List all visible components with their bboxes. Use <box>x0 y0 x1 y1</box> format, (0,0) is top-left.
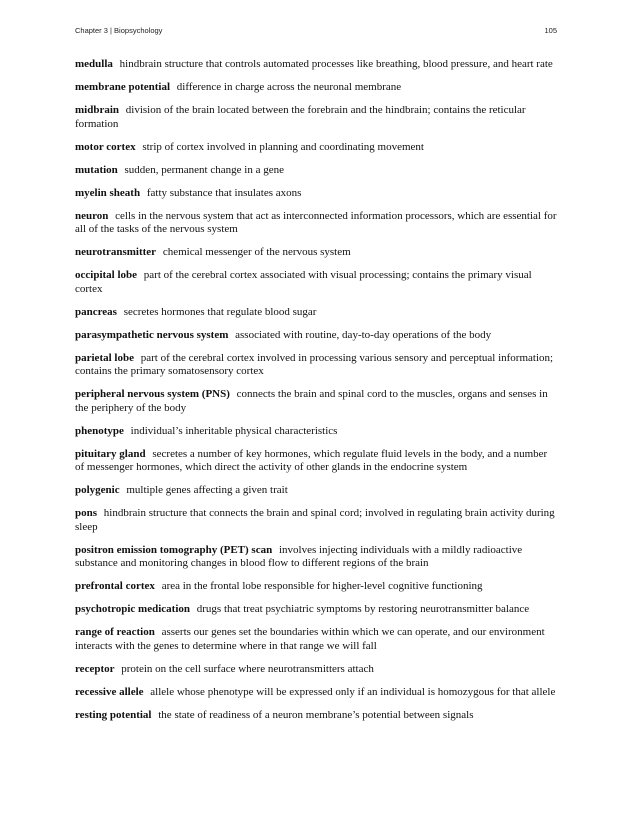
glossary-definition: secretes hormones that regulate blood sugar <box>123 305 317 318</box>
glossary-entry <box>75 58 557 72</box>
glossary-term: neuron <box>75 209 109 222</box>
glossary-term: membrane potential <box>75 81 171 93</box>
glossary-entry <box>75 580 557 594</box>
glossary-definition: area in the frontal lobe responsible for higher-level cognitive functioning <box>161 580 483 592</box>
glossary-definition: hindbrain structure that connects the brain and spinal cord; involved in regulating brain activity during sleep <box>75 507 555 533</box>
glossary-definition: multiple genes affecting a given trait <box>126 484 288 496</box>
glossary-entry <box>75 448 557 475</box>
glossary-term: occipital lobe <box>75 269 138 281</box>
glossary-definition: secretes a number of key hormones, which regulate fluid levels in the body, and a number of messenger hormones, which direct the activity of other glands in the endocrine system <box>75 447 548 473</box>
glossary-definition: drugs that treat psychiatric symptoms by restoring neurotransmitter balance <box>196 603 530 615</box>
glossary-term: range of reaction <box>75 626 155 638</box>
glossary-entry <box>75 626 557 653</box>
glossary-term: recessive allele <box>75 685 144 698</box>
glossary-term: pancreas <box>75 305 117 318</box>
glossary-entry <box>75 507 557 534</box>
glossary-entry <box>75 104 557 131</box>
glossary-term: peripheral nervous system (PNS) <box>75 388 230 400</box>
glossary-entry <box>75 246 557 260</box>
chapter-title: Chapter 3 | Biopsychology <box>75 26 163 35</box>
glossary-entry <box>75 210 557 237</box>
glossary-entry <box>75 81 557 95</box>
glossary-definition: protein on the cell surface where neurotransmitters attach <box>121 662 374 675</box>
glossary-term: phenotype <box>75 424 124 437</box>
glossary-definition: part of the cerebral cortex involved in processing various sensory and perceptual information; contains the primary somatosensory cortex <box>75 351 554 377</box>
glossary-definition: associated with routine, day-to-day operations of the body <box>235 328 492 341</box>
glossary-definition: connects the brain and spinal cord to the muscles, organs and senses in the periphery of the body <box>75 388 548 414</box>
glossary-entry <box>75 484 557 498</box>
glossary-entry <box>75 329 557 343</box>
glossary-definition: allele whose phenotype will be expressed only if an individual is homozygous for that allele <box>150 685 556 698</box>
glossary-definition: individual’s inheritable physical characteristics <box>130 424 338 437</box>
glossary-entry <box>75 141 557 155</box>
glossary-definition: division of the brain located between the forebrain and the hindbrain; contains the reticular formation <box>75 104 526 130</box>
glossary-entry <box>75 709 557 723</box>
glossary-entry <box>75 663 557 677</box>
glossary-term: polygenic <box>75 484 120 496</box>
glossary-definition: chemical messenger of the nervous system <box>162 246 351 258</box>
glossary-term: positron emission tomography (PET) scan <box>75 543 273 556</box>
glossary-term: pons <box>75 507 98 519</box>
glossary-term: myelin sheath <box>75 186 141 199</box>
glossary-term: prefrontal cortex <box>75 580 155 592</box>
glossary-entry <box>75 425 557 439</box>
glossary-definition: hindbrain structure that controls automated processes like breathing, blood pressure, and heart rate <box>119 58 553 70</box>
glossary-definition: cells in the nervous system that act as interconnected information processors, which are essential for all of the tasks of the nervous system <box>75 209 557 235</box>
glossary-term: midbrain <box>75 104 120 116</box>
glossary-entry <box>75 352 557 379</box>
glossary-list <box>75 58 557 732</box>
glossary-entry <box>75 544 557 571</box>
glossary-term: resting potential <box>75 708 152 721</box>
glossary-term: neurotransmitter <box>75 246 157 258</box>
glossary-definition: difference in charge across the neuronal membrane <box>176 81 402 93</box>
glossary-term: parietal lobe <box>75 351 134 364</box>
glossary-term: psychotropic medication <box>75 603 190 615</box>
glossary-definition: part of the cerebral cortex associated with visual processing; contains the primary visual cortex <box>75 269 532 295</box>
glossary-term: motor cortex <box>75 140 136 153</box>
glossary-term: pituitary gland <box>75 447 146 460</box>
page-number: 105 <box>544 26 557 35</box>
glossary-entry <box>75 603 557 617</box>
glossary-term: mutation <box>75 163 118 176</box>
glossary-term: parasympathetic nervous system <box>75 328 229 341</box>
glossary-definition: the state of readiness of a neuron membrane’s potential between signals <box>158 708 474 721</box>
glossary-definition: strip of cortex involved in planning and coordinating movement <box>142 140 424 153</box>
glossary-entry <box>75 388 557 415</box>
glossary-entry <box>75 269 557 296</box>
glossary-entry <box>75 306 557 320</box>
glossary-entry <box>75 187 557 201</box>
page-header <box>75 26 557 38</box>
glossary-term: receptor <box>75 662 115 675</box>
glossary-entry <box>75 686 557 700</box>
glossary-definition: fatty substance that insulates axons <box>146 186 302 199</box>
glossary-term: medulla <box>75 58 113 70</box>
glossary-definition: involves injecting individuals with a mildly radioactive substance and monitoring changes in blood flow to different regions of the brain <box>75 543 523 569</box>
glossary-entry <box>75 164 557 178</box>
glossary-definition: sudden, permanent change in a gene <box>124 163 284 176</box>
glossary-definition: asserts our genes set the boundaries within which we can operate, and our environment interacts with the genes to determine where in that range we will fall <box>75 626 545 652</box>
